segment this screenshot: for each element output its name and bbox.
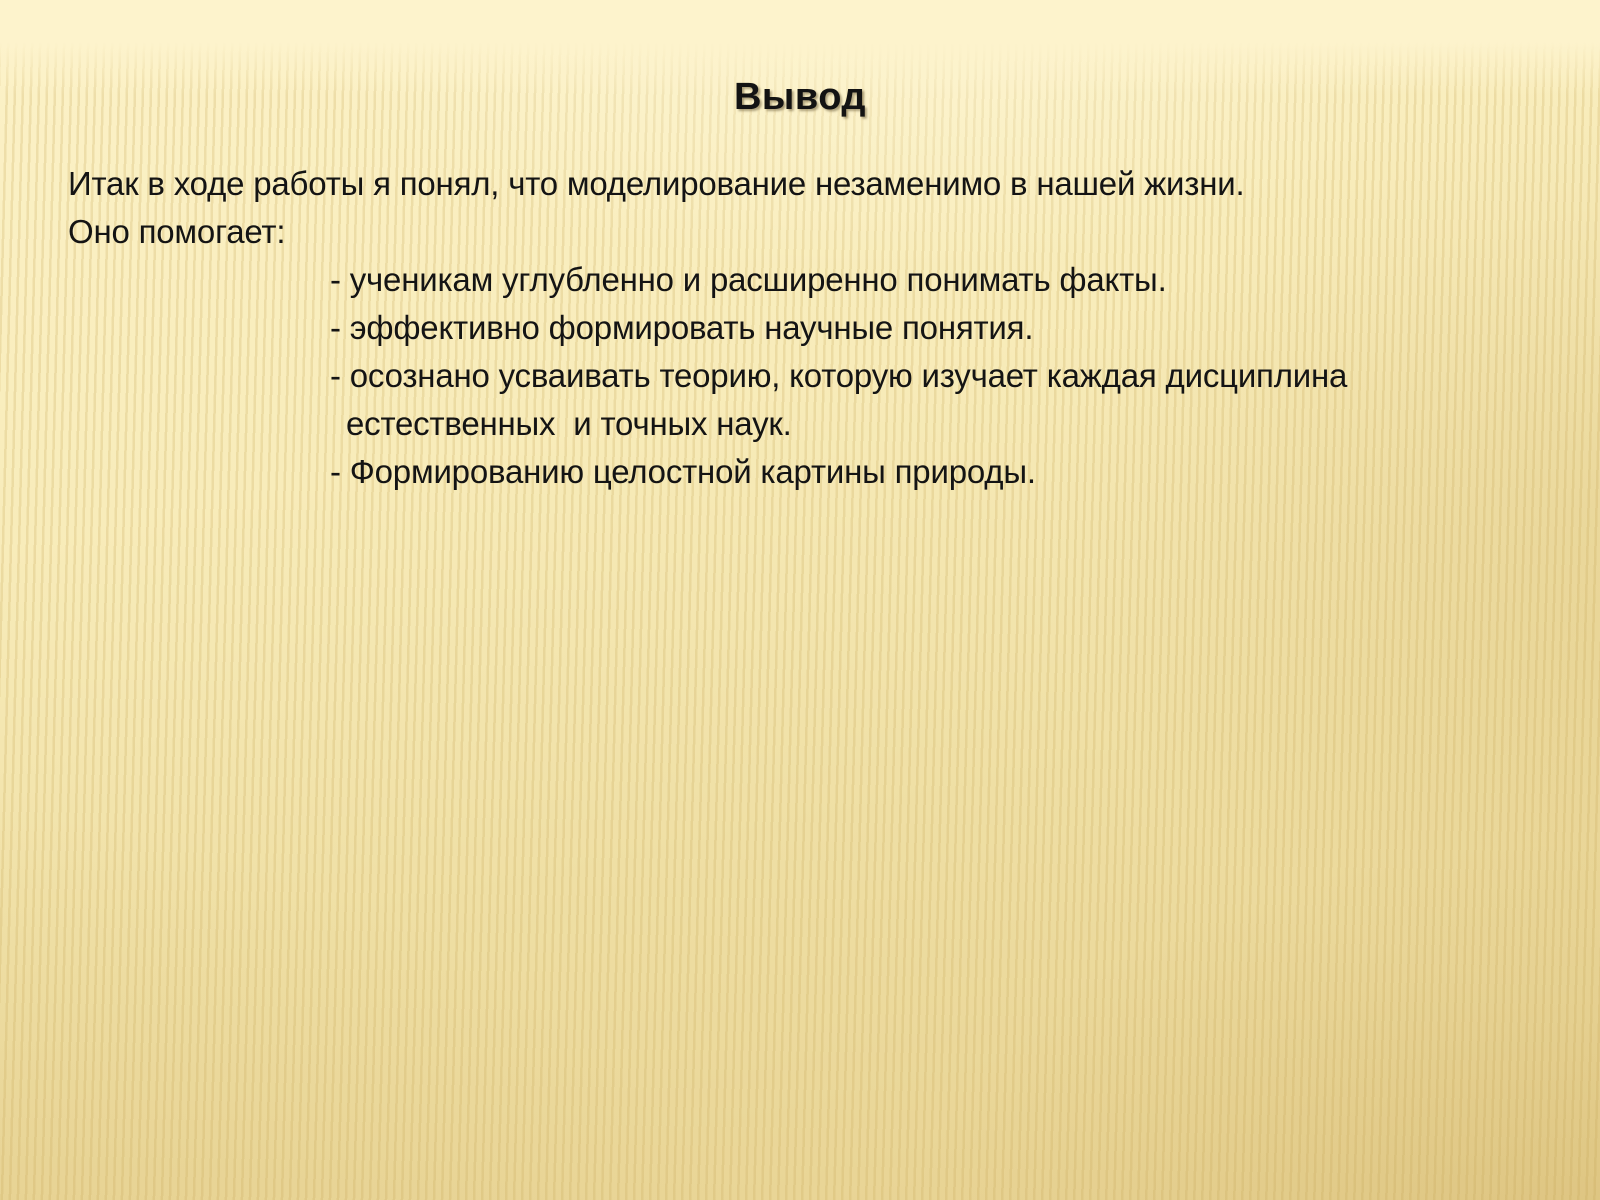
bullet-list xyxy=(330,256,1550,496)
bullet-item-1: - ученикам углубленно и расширенно понимать факты. xyxy=(330,261,1167,298)
intro-line-2: Оно помогает: xyxy=(68,213,286,250)
bullet-item-2: - эффективно формировать научные понятия. xyxy=(330,309,1034,346)
slide-title: Вывод xyxy=(733,76,867,118)
slide-body xyxy=(68,160,1550,496)
bullet-item-3-continuation: естественных и точных наук. xyxy=(346,405,792,442)
intro-line-1: Итак в ходе работы я понял, что моделирование незаменимо в нашей жизни. xyxy=(68,165,1245,202)
bullet-item-4: - Формированию целостной картины природы. xyxy=(330,453,1036,490)
bullet-item-3: - осознано усваивать теорию, которую изучает каждая дисциплина xyxy=(330,357,1348,394)
